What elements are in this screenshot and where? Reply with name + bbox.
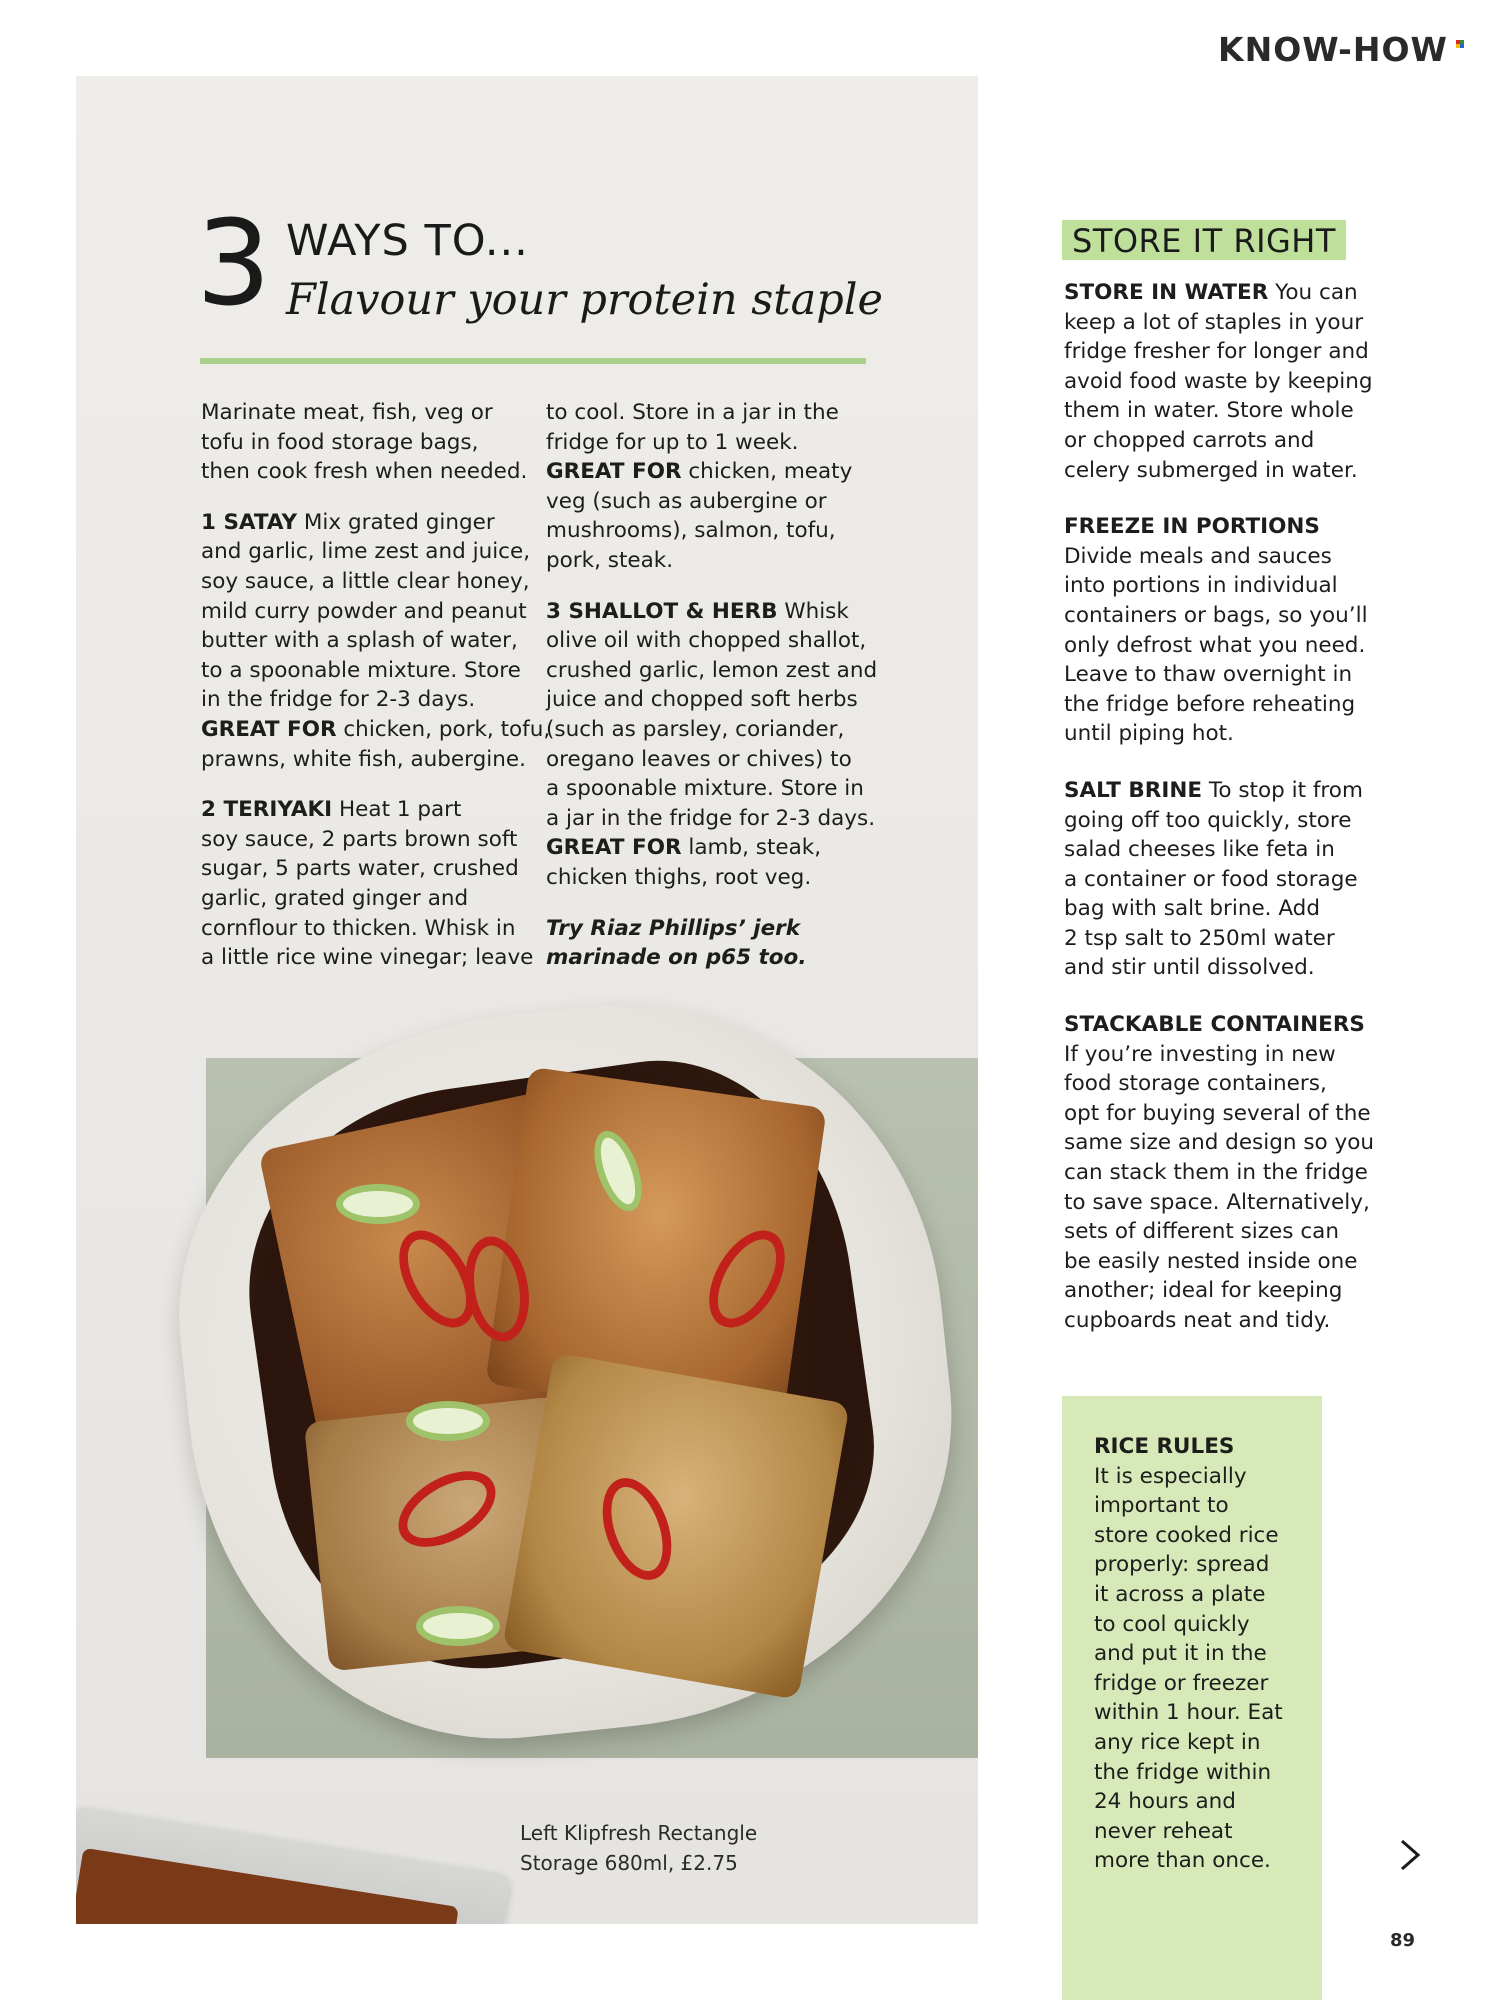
store-it-right-heading: STORE IT RIGHT <box>1062 220 1346 260</box>
tip-salt-brine: SALT BRINE To stop it from going off too quickly, store salad cheeses like feta in a container or food storage bag with salt brine. Add 2 tsp salt to 250ml water and stir until dissolved. <box>1064 777 1363 981</box>
intro-paragraph: Marinate meat, fish, veg or tofu in food storage bags, then cook fresh when needed. <box>201 400 528 485</box>
container-food <box>76 1848 459 1924</box>
marinade-column-left <box>201 398 551 973</box>
brand-mark-icon <box>1456 40 1464 48</box>
storage-tips-column <box>1064 278 1394 1336</box>
rice-rules-text <box>1094 1432 1314 1876</box>
teriyaki-recipe-continued: to cool. Store in a jar in the fridge for up to 1 week. GREAT FOR chicken, meaty veg (such as aubergine or mushrooms), salmon, tofu, pork, steak. <box>546 400 853 573</box>
cross-reference-note: Try Riaz Phillips’ jerk marinade on p65 too. <box>546 915 807 971</box>
food-photo-panel <box>76 76 978 1924</box>
tip-freeze-in-portions: FREEZE IN PORTIONS Divide meals and sauces into portions in individual containers or bags, so you’ll only defrost what you need. Leave to thaw overnight in the fridge before reheating until piping hot. <box>1064 514 1368 747</box>
tip-rice-rules: RICE RULES It is especially important to store cooked rice properly: spread it across a plate to cool quickly and put it in the fridge or freezer within 1 hour. Eat any rice kept in the fridge within 24 hours and never reheat more than once. <box>1094 1434 1283 1874</box>
marinade-column-right <box>546 398 886 973</box>
feature-number: 3 <box>196 194 272 332</box>
page-number: 89 <box>1390 1930 1416 1951</box>
spring-onion-slice <box>416 1606 500 1646</box>
chevron-right-icon <box>1398 1838 1422 1872</box>
spring-onion-slice <box>406 1401 490 1441</box>
storage-container <box>76 1806 511 1924</box>
feature-kicker: WAYS TO... <box>286 216 529 266</box>
feature-subtitle: Flavour your protein staple <box>286 275 883 325</box>
section-label: KNOW-HOW <box>1218 30 1448 69</box>
next-page-button[interactable] <box>1398 1838 1422 1872</box>
tofu-slice <box>502 1352 850 1700</box>
product-caption: Left Klipfresh Rectangle Storage 680ml, £2.75 <box>520 1821 758 1875</box>
spring-onion-slice <box>336 1184 420 1224</box>
satay-recipe: 1 SATAY Mix grated ginger and garlic, lime zest and juice, soy sauce, a little clear honey, mild curry powder and peanut butter with a splash of water, to a spoonable mixture. Store in the fridge for 2-3 days. GREAT FOR chicken, pork, tofu, prawns, white fish, aubergine. <box>201 509 551 772</box>
title-rule <box>200 358 866 364</box>
teriyaki-recipe: 2 TERIYAKI Heat 1 part soy sauce, 2 parts brown soft sugar, 5 parts water, crushed garlic, grated ginger and cornflour to thicken. Whisk in a little rice wine vinegar; leave <box>201 797 534 971</box>
tip-store-in-water: STORE IN WATER You can keep a lot of staples in your fridge fresher for longer and avoid food waste by keeping them in water. Store whole or chopped carrots and celery submerged in water. <box>1064 280 1373 483</box>
shallot-herb-recipe: 3 SHALLOT & HERB Whisk olive oil with chopped shallot, crushed garlic, lemon zest and juice and chopped soft herbs (such as parsley, coriander, oregano leaves or chives) to a spoonable mixture. Store in a jar in the fridge for 2-3 days. GREAT FOR lamb, steak, chicken thighs, root veg. <box>546 598 878 890</box>
tip-stackable-containers: STACKABLE CONTAINERS If you’re investing in new food storage containers, opt for buying several of the same size and design so you can stack them in the fridge to save space. Alternatively, sets of different sizes can be easily nested inside one another; ideal for keeping cupboards neat and tidy. <box>1064 1012 1375 1333</box>
